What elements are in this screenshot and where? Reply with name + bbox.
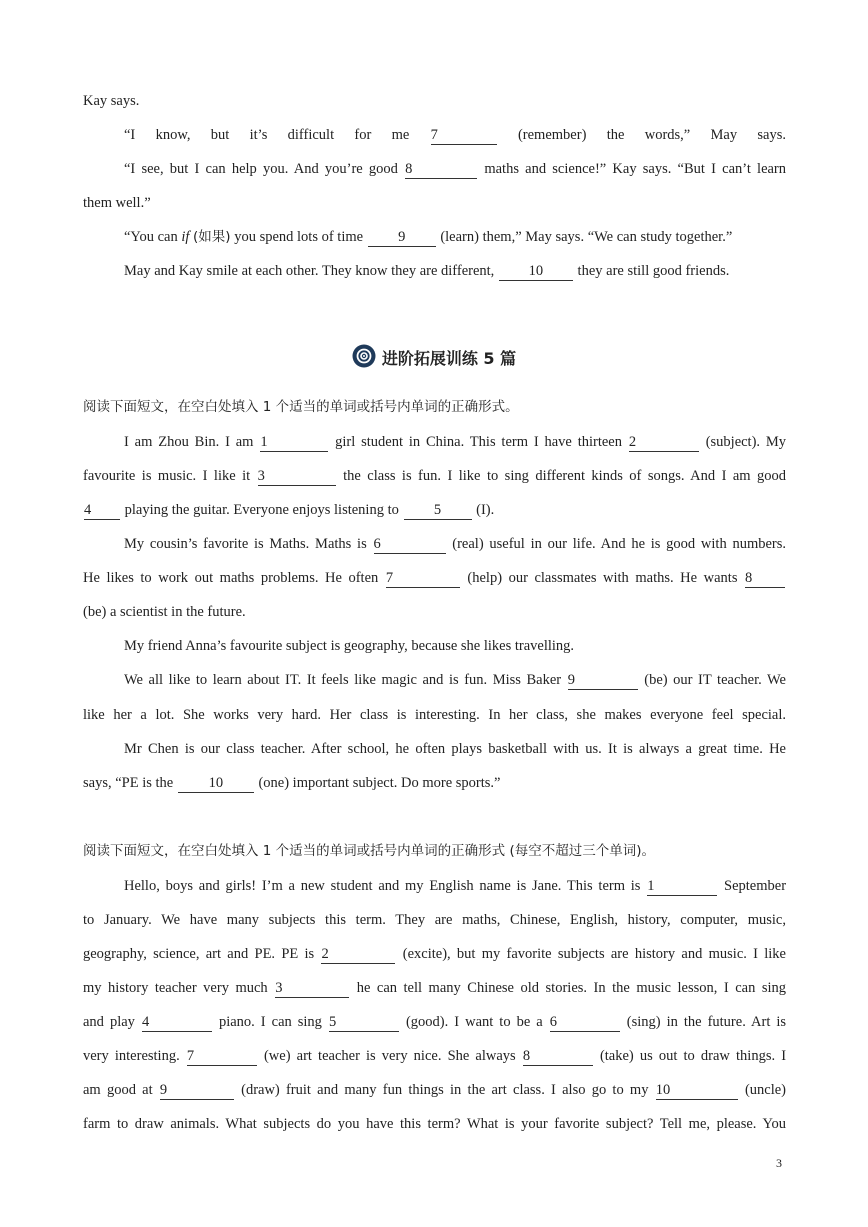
answer-blank[interactable]: 9	[160, 1082, 234, 1100]
text: (draw) fruit and many fun things in the art class. I also go to my	[241, 1082, 649, 1098]
page-number: 3	[776, 1156, 782, 1170]
text: My friend Anna’s favourite subject is geography, because she likes travelling.	[124, 638, 575, 654]
p2-line	[83, 670, 786, 690]
answer-blank[interactable]: 10	[656, 1082, 738, 1100]
p3-line	[83, 876, 786, 896]
text: the class is fun. I like to sing different kinds of songs. And I am good	[343, 468, 787, 484]
answer-blank[interactable]: 5	[404, 502, 472, 520]
text: (learn) them,” May says. “We can study together.”	[440, 229, 733, 245]
instruction	[83, 841, 786, 861]
text: them well.”	[83, 195, 151, 211]
answer-blank[interactable]: 6	[374, 536, 446, 554]
text: (be) our IT teacher. We	[644, 672, 786, 688]
text: (remember) the words,” May says.	[517, 127, 787, 143]
p2-line	[83, 705, 786, 725]
text: (real) useful in our life. And he is good with numbers.	[452, 536, 787, 552]
text: Mr Chen is our class teacher. After school, he often plays basketball with us. It is always a great time. He	[124, 741, 786, 757]
p2-line	[83, 500, 786, 520]
answer-blank[interactable]: 8	[523, 1048, 593, 1066]
text: (uncle)	[744, 1082, 786, 1098]
text: like her a lot. She works very hard. Her class is interesting. In her class, she makes everyone feel special.	[83, 707, 786, 723]
answer-blank[interactable]: 3	[275, 980, 349, 998]
target-icon	[352, 344, 376, 375]
text: September	[724, 878, 787, 894]
answer-blank[interactable]: 4	[142, 1014, 212, 1032]
text: 阅读下面短文，在空白处填入 1 个适当的单词或括号内单词的正确形式 (每空不超过三个单词)。	[83, 843, 655, 859]
p3-line	[83, 910, 786, 930]
p2-line	[83, 534, 786, 554]
p1-line	[83, 227, 786, 247]
text: 阅读下面短文，在空白处填入 1 个适当的单词或括号内单词的正确形式。	[83, 399, 519, 415]
text: very interesting.	[83, 1048, 180, 1064]
p2-line	[83, 568, 786, 588]
text: (we) art teacher is very nice. She always	[263, 1048, 516, 1064]
text: (take) us out to draw things. I	[599, 1048, 787, 1064]
answer-blank[interactable]: 10	[499, 263, 573, 281]
p2-line	[83, 466, 786, 486]
text: Hello, boys and girls! I’m a new student and my English name is Jane. This term is	[124, 878, 641, 894]
text: says, “PE is the	[83, 775, 174, 791]
text: My cousin’s favorite is Maths. Maths is	[124, 536, 367, 552]
answer-blank[interactable]: 2	[629, 434, 699, 452]
text: We all like to learn about IT. It feels like magic and is fun. Miss Baker	[124, 672, 562, 688]
answer-blank[interactable]: 8	[405, 161, 477, 179]
text: maths and science!” Kay says. “But I can’t learn	[484, 161, 787, 177]
p3-line	[83, 1012, 786, 1032]
answer-blank[interactable]: 7	[187, 1048, 257, 1066]
text: and play	[83, 1014, 135, 1030]
text: they are still good friends.	[577, 263, 730, 279]
p1-line	[83, 125, 786, 145]
answer-blank[interactable]: 3	[258, 468, 336, 486]
text: (help) our classmates with maths. He wants	[467, 570, 738, 586]
answer-blank[interactable]: 4	[84, 502, 120, 520]
p1-line	[83, 91, 786, 111]
p3-line	[83, 978, 786, 998]
text: (one) important subject. Do more sports.”	[258, 775, 501, 791]
text: am good at	[83, 1082, 153, 1098]
text: favourite is music. I like it	[83, 468, 251, 484]
answer-blank[interactable]: 2	[321, 946, 395, 964]
text: he can tell many Chinese old stories. In the music lesson, I can sing	[356, 980, 787, 996]
text: (good). I want to be a	[405, 1014, 543, 1030]
p2-line	[83, 636, 786, 656]
answer-blank[interactable]: 10	[178, 775, 254, 793]
answer-blank[interactable]: 1	[260, 434, 328, 452]
text: He likes to work out maths problems. He often	[83, 570, 379, 586]
p2-line	[83, 432, 786, 452]
text: girl student in China. This term I have thirteen	[335, 434, 622, 450]
p2-line	[83, 602, 786, 622]
text: (sing) in the future. Art is	[626, 1014, 787, 1030]
p2-line	[83, 773, 786, 793]
answer-blank[interactable]: 7	[386, 570, 460, 588]
text: “I see, but I can help you. And you’re good	[124, 161, 398, 177]
text: you spend lots of time	[234, 229, 364, 245]
p3-line	[83, 1114, 786, 1134]
text: May and Kay smile at each other. They know they are different,	[124, 263, 495, 279]
answer-blank[interactable]: 1	[647, 878, 717, 896]
text: (excite), but my favorite subjects are history and music. I like	[402, 946, 786, 962]
text: “I know, but it’s difficult for me	[124, 127, 410, 143]
text: (subject). My	[705, 434, 787, 450]
text: geography, science, art and PE. PE is	[83, 946, 315, 962]
text: playing the guitar. Everyone enjoys listening to	[124, 502, 399, 518]
answer-blank[interactable]: 6	[550, 1014, 620, 1032]
p1-line	[83, 159, 786, 179]
text: “You can	[124, 229, 178, 245]
section-heading	[0, 344, 868, 375]
text: (I).	[476, 502, 495, 518]
italic-word: if	[181, 229, 190, 245]
p3-line	[83, 1080, 786, 1100]
text: my history teacher very much	[83, 980, 268, 996]
text: (be) a scientist in the future.	[83, 604, 246, 620]
text: farm to draw animals. What subjects do you have this term? What is your favorite subject? Tell me, please. You	[83, 1116, 786, 1132]
answer-blank[interactable]: 9	[568, 672, 638, 690]
answer-blank[interactable]: 7	[431, 127, 497, 145]
text: to January. We have many subjects this term. They are maths, Chinese, English, history, computer, music,	[83, 912, 786, 928]
p2-line	[83, 739, 786, 759]
p3-line	[83, 944, 786, 964]
instruction	[83, 397, 786, 417]
section-title: 进阶拓展训练 5 篇	[381, 349, 517, 368]
answer-blank[interactable]: 8	[745, 570, 785, 588]
answer-blank[interactable]: 5	[329, 1014, 399, 1032]
answer-blank[interactable]: 9	[368, 229, 436, 247]
text: I am Zhou Bin. I am	[124, 434, 254, 450]
text: piano. I can sing	[218, 1014, 322, 1030]
text: Kay says.	[83, 93, 140, 109]
p1-line	[83, 261, 786, 281]
chinese-gloss: (如果)	[193, 229, 231, 245]
p1-line	[83, 193, 786, 213]
p3-line	[83, 1046, 786, 1066]
